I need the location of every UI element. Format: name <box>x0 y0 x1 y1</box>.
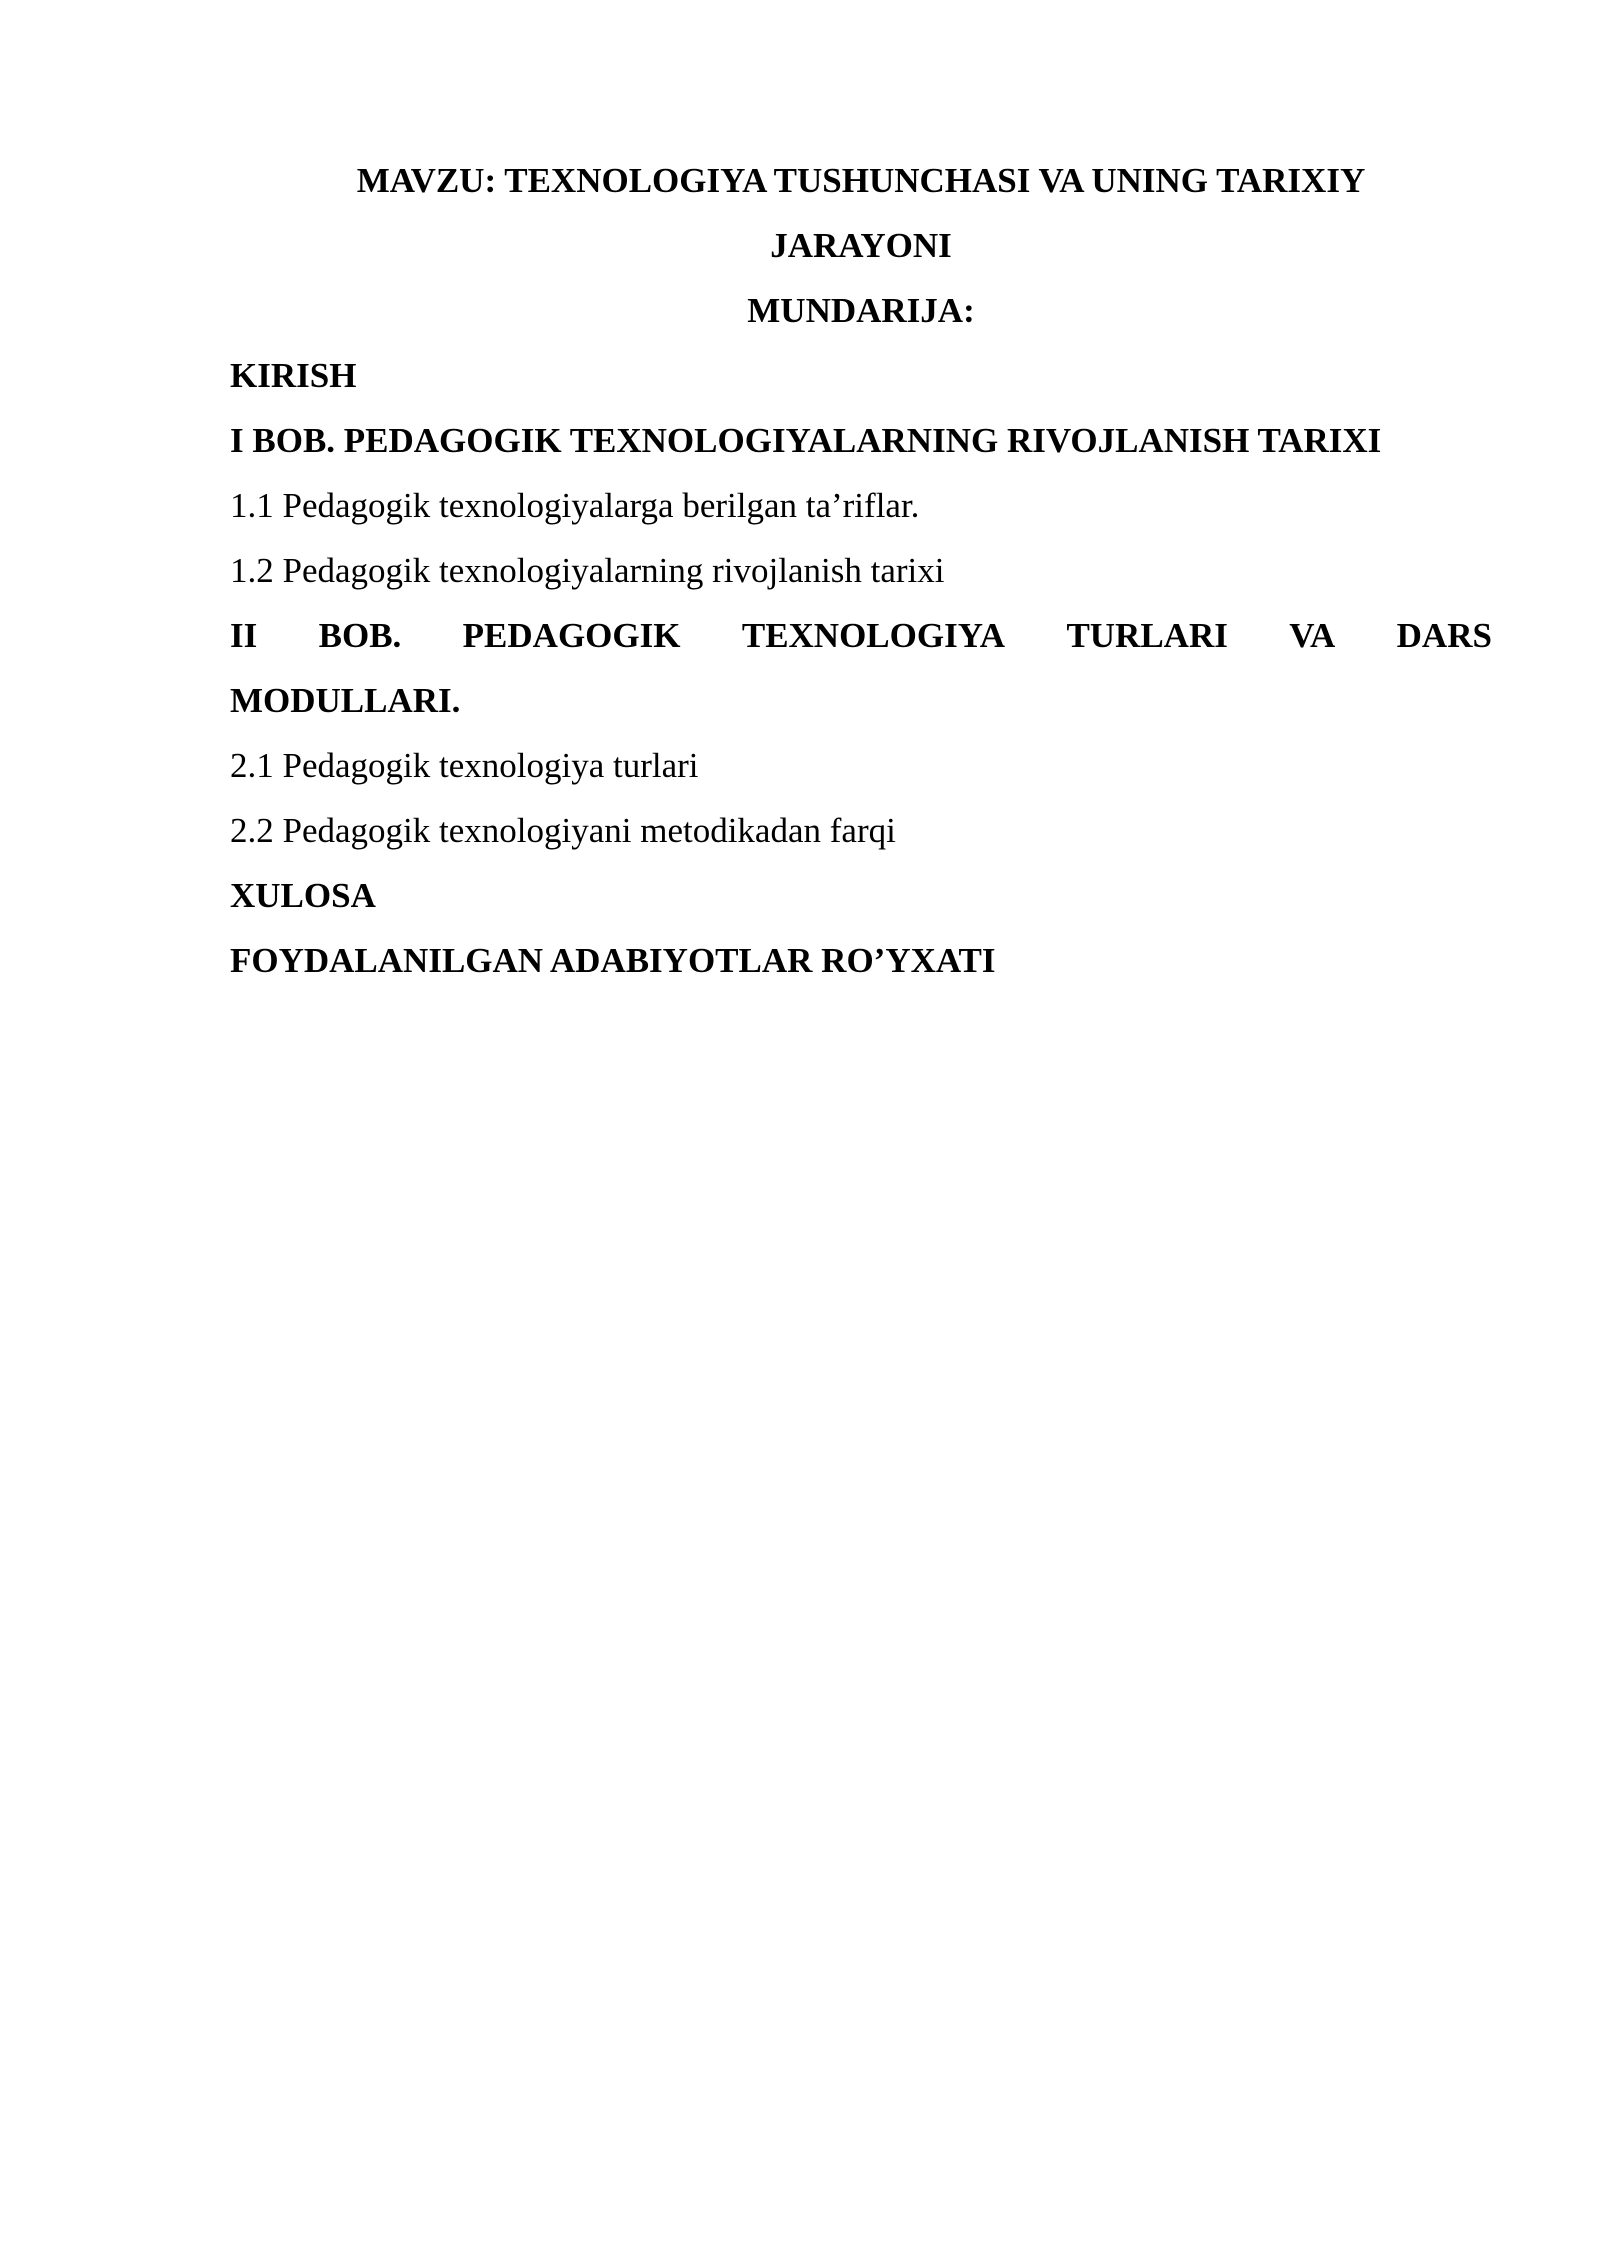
toc-chapter-2-word: TEXNOLOGIYA <box>741 616 1006 655</box>
toc-item-intro: KIRISH <box>230 356 357 395</box>
document-content <box>230 148 1492 993</box>
toc-chapter-2-word: VA <box>1289 616 1336 655</box>
toc-chapter-2-word: II <box>230 616 258 655</box>
toc-item-section-1-2: 1.2 Pedagogik texnologiyalarning rivojlanish tarixi <box>230 551 945 590</box>
toc-item-references: FOYDALANILGAN ADABIYOTLAR RO’YXATI <box>230 941 996 980</box>
toc-chapter-2-word: PEDAGOGIK <box>462 616 681 655</box>
document-title-line-2: JARAYONI <box>770 226 952 265</box>
toc-item-section-1-1: 1.1 Pedagogik texnologiyalarga berilgan ta’riflar. <box>230 486 920 525</box>
toc-item-section-2-1: 2.1 Pedagogik texnologiya turlari <box>230 746 699 785</box>
toc-chapter-2-word: DARS <box>1396 616 1492 655</box>
document-title-line-1: MAVZU: TEXNOLOGIYA TUSHUNCHASI VA UNING TARIXIY <box>356 161 1366 200</box>
toc-item-conclusion: XULOSA <box>230 876 376 915</box>
toc-item-section-2-2: 2.2 Pedagogik texnologiyani metodikadan farqi <box>230 811 896 850</box>
toc-item-chapter-2-line-2: MODULLARI. <box>230 681 461 720</box>
toc-item-chapter-1: I BOB. PEDAGOGIK TEXNOLOGIYALARNING RIVOJLANISH TARIXI <box>230 421 1382 460</box>
contents-heading: MUNDARIJA: <box>747 291 975 330</box>
toc-item-chapter-2-line-1 <box>230 603 1492 668</box>
toc-chapter-2-word: TURLARI <box>1066 616 1228 655</box>
toc-chapter-2-word: BOB. <box>318 616 402 655</box>
